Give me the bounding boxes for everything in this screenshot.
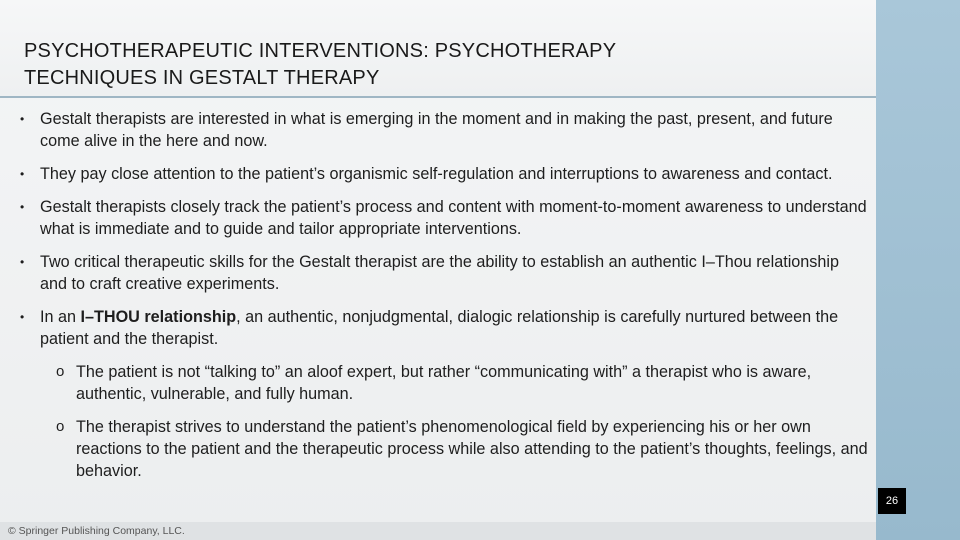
bullet-item [18, 251, 870, 295]
sub-bullet-item [18, 361, 870, 405]
bullet-icon: • [20, 200, 25, 214]
sub-bullet-item [18, 416, 870, 482]
bullet-item [18, 306, 870, 350]
bullet-item [18, 196, 870, 240]
bullet-text: Gestalt therapists closely track the patient’s process and content with moment-to-moment awareness to understand what is immediate and to guide and tailor appropriate interventions. [40, 198, 867, 238]
title-divider [0, 96, 876, 98]
bullet-item [18, 108, 870, 152]
sub-bullet-text: The therapist strives to understand the patient’s phenomenological field by experiencing his or her own reactions to the patient and the therapeutic process while also attending to the patient’s thoughts, feelings, and behavior. [76, 418, 868, 480]
sub-bullet-text: The patient is not “talking to” an aloof expert, but rather “communicating with” a therapist who is aware, authentic, vulnerable, and fully human. [76, 363, 812, 403]
page-title [24, 38, 844, 92]
bullet-text: Gestalt therapists are interested in what is emerging in the moment and in making the past, present, and future come alive in the here and now. [40, 110, 833, 150]
sub-bullet-icon: o [56, 363, 65, 380]
bullet-text-prefix: In an [40, 308, 81, 326]
bullet-item [18, 163, 870, 185]
copyright-notice: © Springer Publishing Company, LLC. [8, 525, 185, 537]
bullet-text: Two critical therapeutic skills for the Gestalt therapist are the ability to establish an authentic I–Thou relationship and to craft creative experiments. [40, 253, 839, 293]
bullet-icon: • [20, 167, 25, 181]
bullet-text-emphasis: I–THOU relationship [80, 308, 237, 326]
title-line-2: TECHNIQUES IN GESTALT THERAPY [24, 67, 380, 89]
bullet-icon: • [20, 112, 25, 126]
bullet-text: They pay close attention to the patient’s organismic self-regulation and interruptions to awareness and contact. [40, 165, 833, 183]
right-accent-panel [876, 0, 960, 540]
bullet-list [18, 108, 870, 493]
sub-bullet-icon: o [56, 418, 65, 435]
bullet-text-suffix: , an authentic, nonjudgmental, dialogic relationship is carefully nurtured between the patient and the therapist. [40, 308, 839, 348]
page-number: 26 [878, 488, 906, 514]
bullet-icon: • [20, 255, 25, 269]
bullet-icon: • [20, 310, 25, 324]
title-line-1: PSYCHOTHERAPEUTIC INTERVENTIONS: PSYCHOTHERAPY [24, 40, 617, 62]
